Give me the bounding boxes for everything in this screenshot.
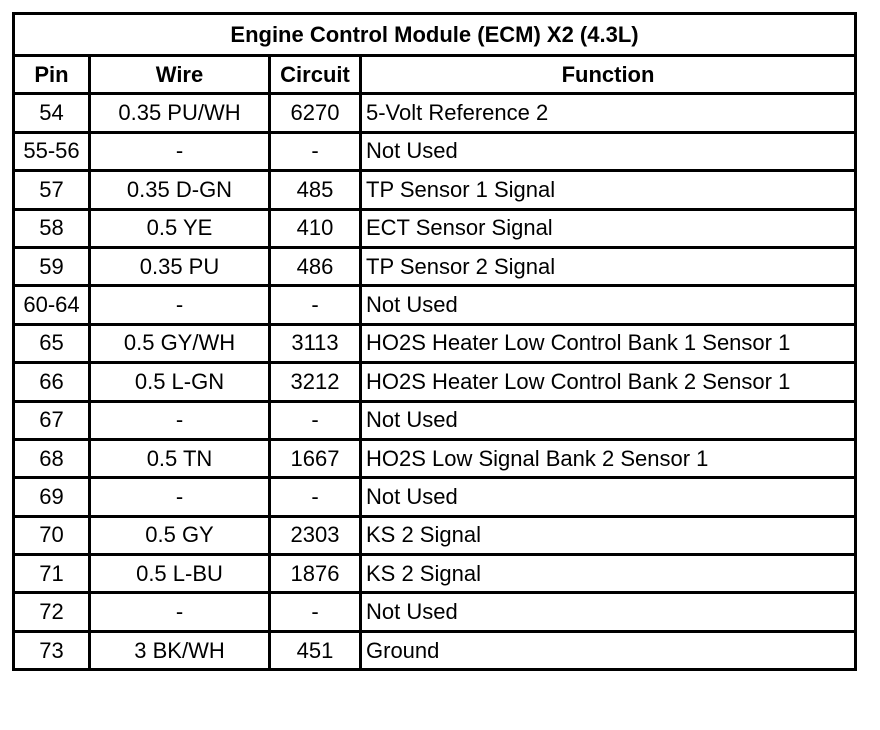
pin-cell: 70 — [14, 516, 90, 554]
pin-cell: 67 — [14, 401, 90, 439]
function-cell: TP Sensor 1 Signal — [361, 171, 856, 209]
table-row — [14, 555, 856, 593]
table-body — [14, 94, 856, 670]
table-title: Engine Control Module (ECM) X2 (4.3L) — [14, 14, 856, 56]
wire-cell: 0.5 GY — [90, 516, 270, 554]
circuit-cell: 2303 — [270, 516, 361, 554]
wire-cell: - — [90, 593, 270, 631]
pin-cell: 73 — [14, 631, 90, 669]
wire-cell: 0.5 TN — [90, 439, 270, 477]
wire-cell: 0.5 L-GN — [90, 363, 270, 401]
pin-cell: 71 — [14, 555, 90, 593]
pin-cell: 55-56 — [14, 132, 90, 170]
pin-cell: 54 — [14, 94, 90, 132]
table-row — [14, 516, 856, 554]
title-row — [14, 14, 856, 56]
function-cell: KS 2 Signal — [361, 555, 856, 593]
function-cell: Not Used — [361, 132, 856, 170]
circuit-cell: 410 — [270, 209, 361, 247]
wire-cell: 0.35 PU — [90, 247, 270, 285]
wire-cell: 0.35 D-GN — [90, 171, 270, 209]
function-cell: TP Sensor 2 Signal — [361, 247, 856, 285]
table-row — [14, 401, 856, 439]
circuit-cell: - — [270, 593, 361, 631]
circuit-cell: 3113 — [270, 324, 361, 362]
wire-cell: 0.5 YE — [90, 209, 270, 247]
header-row — [14, 56, 856, 94]
wire-cell: - — [90, 286, 270, 324]
table-row — [14, 324, 856, 362]
pin-cell: 60-64 — [14, 286, 90, 324]
header-pin: Pin — [14, 56, 90, 94]
table-row — [14, 171, 856, 209]
header-function: Function — [361, 56, 856, 94]
table-row — [14, 247, 856, 285]
circuit-cell: - — [270, 132, 361, 170]
wire-cell: 3 BK/WH — [90, 631, 270, 669]
circuit-cell: - — [270, 286, 361, 324]
wire-cell: - — [90, 401, 270, 439]
function-cell: Not Used — [361, 286, 856, 324]
table-row — [14, 439, 856, 477]
circuit-cell: 451 — [270, 631, 361, 669]
ecm-pinout-table — [12, 12, 857, 671]
table-row — [14, 94, 856, 132]
function-cell: ECT Sensor Signal — [361, 209, 856, 247]
circuit-cell: - — [270, 401, 361, 439]
circuit-cell: 6270 — [270, 94, 361, 132]
function-cell: HO2S Low Signal Bank 2 Sensor 1 — [361, 439, 856, 477]
circuit-cell: 1876 — [270, 555, 361, 593]
wire-cell: - — [90, 478, 270, 516]
wire-cell: 0.35 PU/WH — [90, 94, 270, 132]
wire-cell: - — [90, 132, 270, 170]
pin-cell: 59 — [14, 247, 90, 285]
circuit-cell: 485 — [270, 171, 361, 209]
pin-cell: 65 — [14, 324, 90, 362]
table-row — [14, 286, 856, 324]
circuit-cell: - — [270, 478, 361, 516]
table-row — [14, 593, 856, 631]
pin-cell: 69 — [14, 478, 90, 516]
table-row — [14, 363, 856, 401]
circuit-cell: 3212 — [270, 363, 361, 401]
header-wire: Wire — [90, 56, 270, 94]
pin-cell: 72 — [14, 593, 90, 631]
table-row — [14, 478, 856, 516]
wire-cell: 0.5 L-BU — [90, 555, 270, 593]
pin-cell: 68 — [14, 439, 90, 477]
table-row — [14, 209, 856, 247]
circuit-cell: 1667 — [270, 439, 361, 477]
function-cell: 5-Volt Reference 2 — [361, 94, 856, 132]
function-cell: Not Used — [361, 593, 856, 631]
function-cell: Not Used — [361, 478, 856, 516]
function-cell: HO2S Heater Low Control Bank 1 Sensor 1 — [361, 324, 856, 362]
table-row — [14, 631, 856, 669]
table-row — [14, 132, 856, 170]
function-cell: Not Used — [361, 401, 856, 439]
pin-cell: 57 — [14, 171, 90, 209]
function-cell: Ground — [361, 631, 856, 669]
circuit-cell: 486 — [270, 247, 361, 285]
header-circuit: Circuit — [270, 56, 361, 94]
function-cell: KS 2 Signal — [361, 516, 856, 554]
wire-cell: 0.5 GY/WH — [90, 324, 270, 362]
function-cell: HO2S Heater Low Control Bank 2 Sensor 1 — [361, 363, 856, 401]
pin-cell: 66 — [14, 363, 90, 401]
pin-cell: 58 — [14, 209, 90, 247]
